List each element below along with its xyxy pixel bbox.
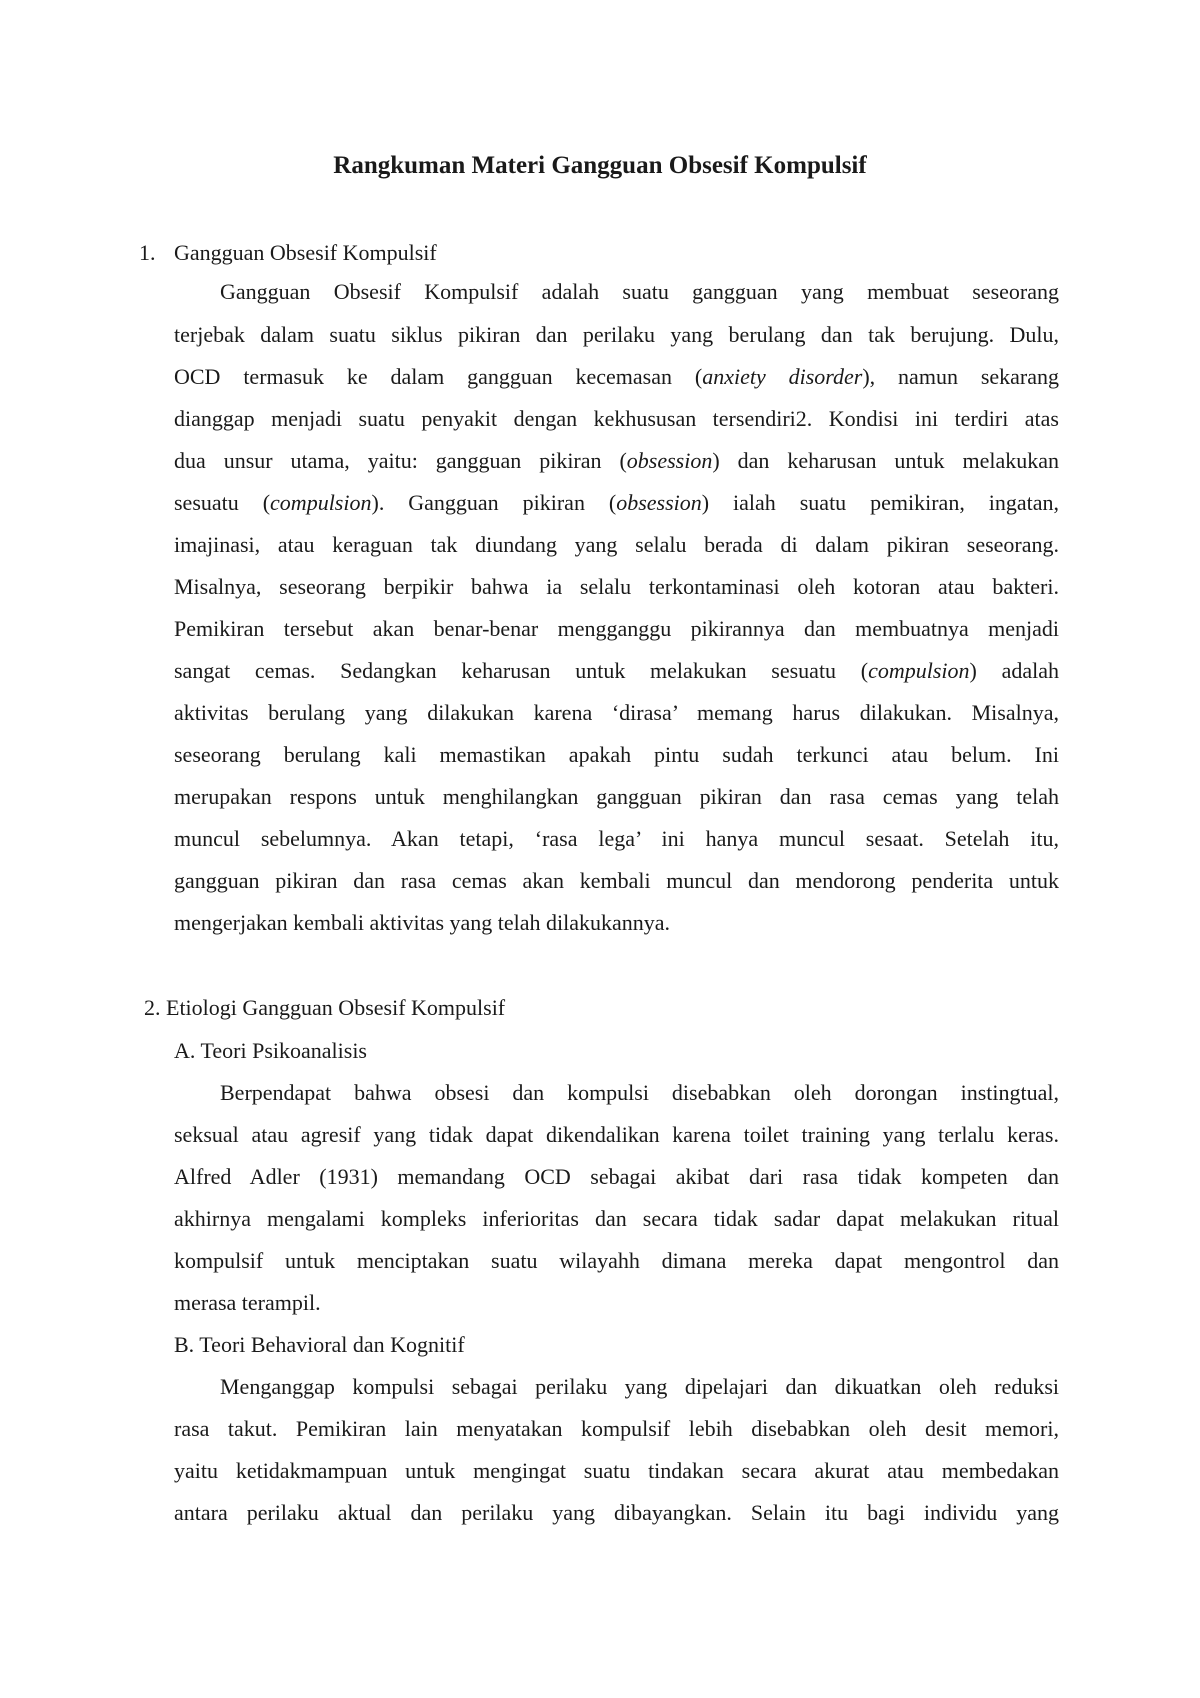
section-2-heading: 2. Etiologi Gangguan Obsesif Kompulsif: [144, 995, 506, 1020]
paragraph-line: akhirnya mengalami kompleks inferioritas dan secara tidak sadar dapat melakukan ritual: [174, 1206, 1059, 1231]
paragraph-line: sangat cemas. Sedangkan keharusan untuk melakukan sesuatu (compulsion) adalah: [174, 658, 1059, 683]
paragraph-line: Alfred Adler (1931) memandang OCD sebagai akibat dari rasa tidak kompeten dan: [174, 1164, 1059, 1189]
paragraph-line: Gangguan Obsesif Kompulsif adalah suatu gangguan yang membuat seseorang: [220, 279, 1059, 304]
paragraph-line: dianggap menjadi suatu penyakit dengan kekhususan tersendiri2. Kondisi ini terdiri atas: [174, 406, 1059, 431]
paragraph-line: terjebak dalam suatu siklus pikiran dan perilaku yang berulang dan tak berujung. Dulu,: [174, 322, 1059, 347]
paragraph-line: aktivitas berulang yang dilakukan karena ‘dirasa’ memang harus dilakukan. Misalnya,: [174, 700, 1059, 725]
subsection-b-heading: B. Teori Behavioral dan Kognitif: [174, 1332, 465, 1357]
document-title: Rangkuman Materi Gangguan Obsesif Kompulsif: [333, 152, 867, 179]
subsection-a-heading: A. Teori Psikoanalisis: [174, 1038, 367, 1063]
section-1-number: 1.: [139, 240, 156, 265]
paragraph-line: dua unsur utama, yaitu: gangguan pikiran (obsession) dan keharusan untuk melakukan: [174, 448, 1060, 473]
paragraph-line: rasa takut. Pemikiran lain menyatakan kompulsif lebih disebabkan oleh desit memori,: [174, 1416, 1059, 1441]
paragraph-line: OCD termasuk ke dalam gangguan kecemasan (anxiety disorder), namun sekarang: [174, 364, 1059, 389]
paragraph-line: seksual atau agresif yang tidak dapat dikendalikan karena toilet training yang terlalu keras.: [174, 1122, 1059, 1147]
paragraph-line: seseorang berulang kali memastikan apakah pintu sudah terkunci atau belum. Ini: [174, 742, 1059, 767]
paragraph-line: mengerjakan kembali aktivitas yang telah dilakukannya.: [174, 910, 671, 935]
paragraph-line: sesuatu (compulsion). Gangguan pikiran (obsession) ialah suatu pemikiran, ingatan,: [174, 490, 1060, 515]
paragraph-line: Menganggap kompulsi sebagai perilaku yang dipelajari dan dikuatkan oleh reduksi: [220, 1374, 1059, 1399]
paragraph-line: Berpendapat bahwa obsesi dan kompulsi disebabkan oleh dorongan instingtual,: [220, 1080, 1059, 1105]
paragraph-line: merasa terampil.: [174, 1290, 321, 1315]
paragraph-line: Misalnya, seseorang berpikir bahwa ia selalu terkontaminasi oleh kotoran atau bakteri.: [174, 574, 1059, 599]
paragraph-line: merupakan respons untuk menghilangkan gangguan pikiran dan rasa cemas yang telah: [174, 784, 1059, 809]
paragraph-line: antara perilaku aktual dan perilaku yang dibayangkan. Selain itu bagi individu yang: [174, 1500, 1059, 1525]
paragraph-line: imajinasi, atau keraguan tak diundang yang selalu berada di dalam pikiran seseorang.: [174, 532, 1059, 557]
paragraph-line: kompulsif untuk menciptakan suatu wilayahh dimana mereka dapat mengontrol dan: [174, 1248, 1059, 1273]
paragraph-line: Pemikiran tersebut akan benar-benar mengganggu pikirannya dan membuatnya menjadi: [174, 616, 1059, 641]
section-1-heading: Gangguan Obsesif Kompulsif: [174, 240, 437, 265]
paragraph-line: muncul sebelumnya. Akan tetapi, ‘rasa lega’ ini hanya muncul sesaat. Setelah itu,: [174, 826, 1059, 851]
paragraph-line: yaitu ketidakmampuan untuk mengingat suatu tindakan secara akurat atau membedakan: [174, 1458, 1059, 1483]
paragraph-line: gangguan pikiran dan rasa cemas akan kembali muncul dan mendorong penderita untuk: [174, 868, 1059, 893]
